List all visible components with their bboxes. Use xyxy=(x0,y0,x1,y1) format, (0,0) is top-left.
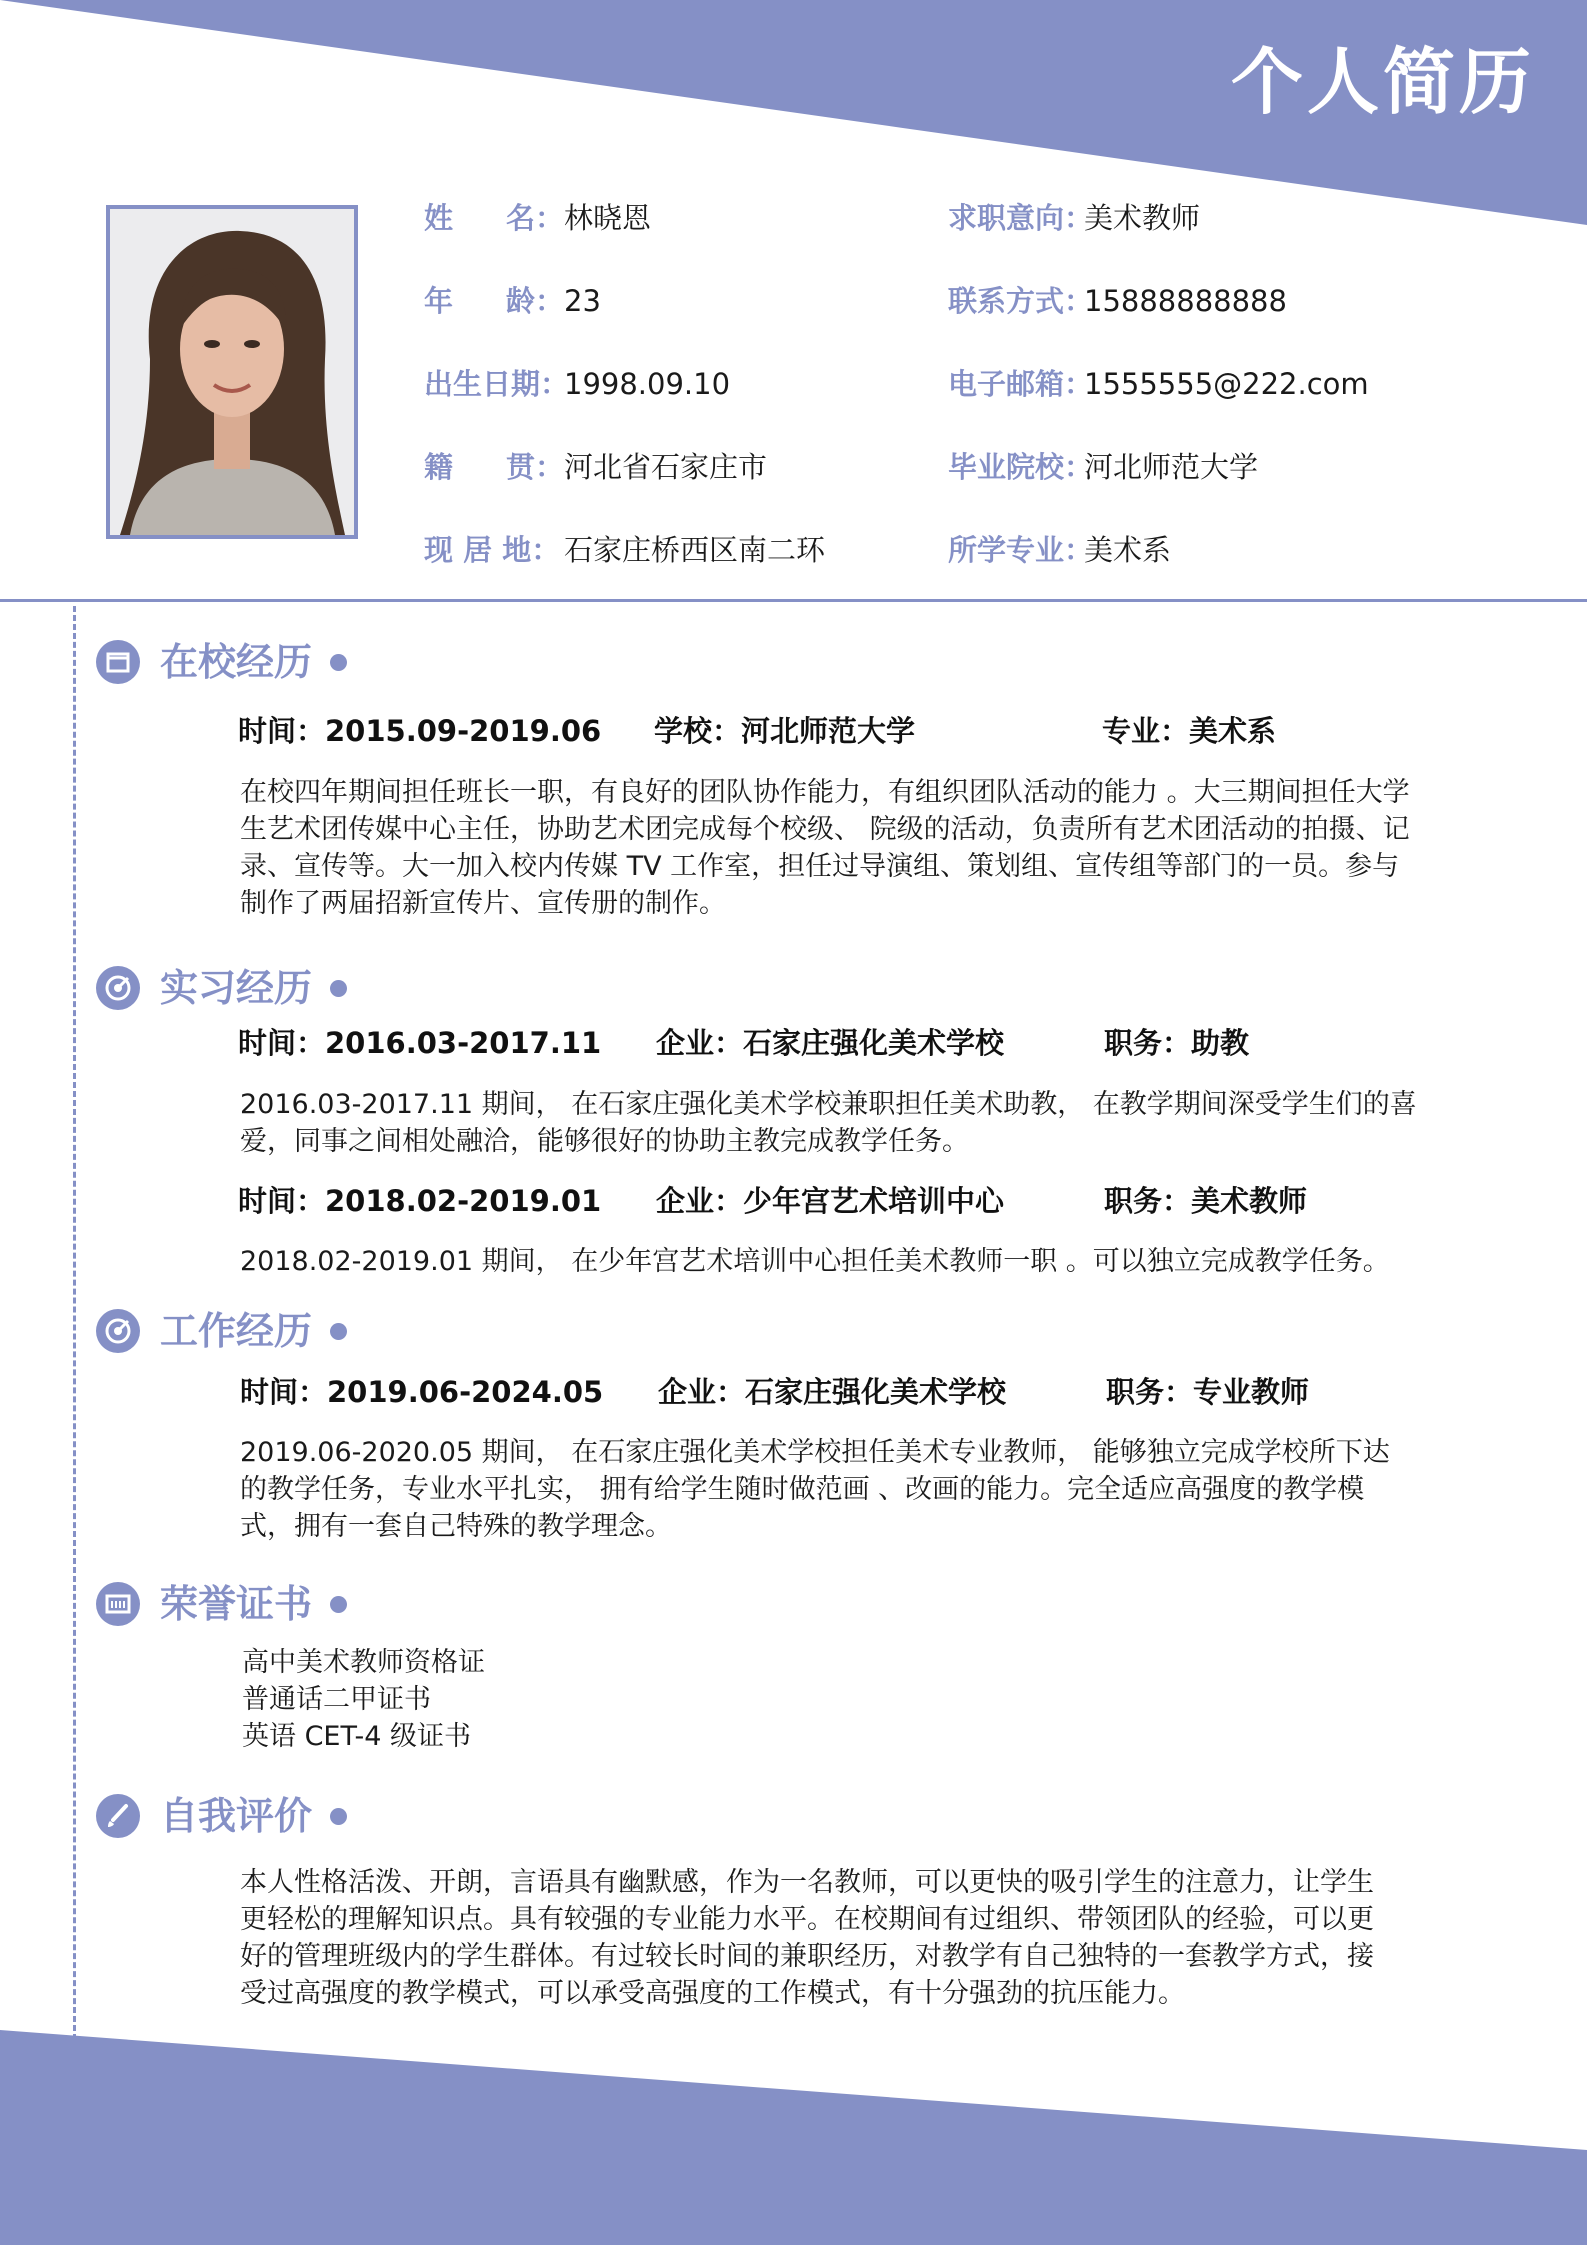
hometown-label-char-1: 籍 xyxy=(424,450,454,484)
bottom-banner xyxy=(0,2030,1587,2245)
text-line: 更轻松的理解知识点。具有较强的专业能力水平。在校期间有过组织、带领团队的经验，可以更 xyxy=(240,1904,1374,1935)
internship-2-time: 时间：2018.02-2019.01 xyxy=(238,1184,602,1218)
internship-2-meta xyxy=(0,1181,1587,1221)
list-item: 高中美术教师资格证 xyxy=(242,1647,485,1678)
phone-label: 联系方式： xyxy=(948,284,1094,318)
education-major: 专业：美术系 xyxy=(1102,714,1277,748)
certificate-icon xyxy=(96,1582,140,1626)
major-value: 美术系 xyxy=(1084,533,1172,567)
name-label xyxy=(424,198,564,238)
work-company: 企业：石家庄强化美术学校 xyxy=(658,1375,1007,1409)
section-title-self-evaluation: 自我评价 xyxy=(160,1794,313,1838)
phone-value: 15888888888 xyxy=(1084,284,1287,318)
section-header-work xyxy=(96,1305,347,1357)
brush-icon xyxy=(96,1794,140,1838)
section-dot xyxy=(330,1323,347,1340)
text-line: 爱，同事之间相处融洽，能够很好的协助主教完成教学任务。 xyxy=(240,1126,969,1157)
objective-row xyxy=(948,198,1200,238)
text-line: 好的管理班级内的学生群体。有过较长时间的兼职经历，对教学有自己独特的一套教学方式，接 xyxy=(240,1941,1374,1972)
text-line: 受过高强度的教学模式，可以承受高强度的工作模式，有十分强劲的抗压能力。 xyxy=(240,1978,1185,2009)
text-line: 2016.03-2017.11 期间， 在石家庄强化美术学校兼职担任美术助教， 在教学期间深受学生们的喜 xyxy=(240,1089,1417,1120)
birth-value: 1998.09.10 xyxy=(564,367,731,401)
objective-label: 求职意向： xyxy=(948,201,1094,235)
birth-row xyxy=(424,364,730,404)
work-meta xyxy=(0,1372,1587,1412)
profile-info xyxy=(0,0,1587,600)
work-time: 时间：2019.06-2024.05 xyxy=(240,1375,604,1409)
hometown-label-char-2: 贯： xyxy=(505,450,564,484)
header-divider xyxy=(0,599,1587,602)
text-line: 2019.06-2020.05 期间， 在石家庄强化美术学校担任美术专业教师， 能够独立完成学校所下达 xyxy=(240,1437,1390,1468)
internship-1-company: 企业：石家庄强化美术学校 xyxy=(656,1026,1005,1060)
certificate-list xyxy=(242,1644,485,1755)
internship-1-role: 职务：助教 xyxy=(1104,1026,1250,1060)
name-label-char-2: 名： xyxy=(505,201,564,235)
section-header-self-evaluation xyxy=(96,1790,347,1842)
section-title-work: 工作经历 xyxy=(160,1309,313,1353)
text-line: 制作了两届招新宣传片、宣传册的制作。 xyxy=(240,888,726,919)
section-header-honors xyxy=(96,1578,347,1630)
document-title: 个人简历 xyxy=(1230,40,1535,124)
major-label: 所学专业： xyxy=(948,533,1094,567)
internship-2-role: 职务：美术教师 xyxy=(1104,1184,1308,1218)
hometown-value: 河北省石家庄市 xyxy=(564,450,768,484)
email-value: 1555555@222.com xyxy=(1084,367,1369,401)
internship-1-description xyxy=(240,1086,1450,1160)
section-title-honors: 荣誉证书 xyxy=(160,1582,313,1626)
school-label: 毕业院校： xyxy=(948,450,1094,484)
text-line: 的教学任务，专业水平扎实， 拥有给学生随时做范画 、改画的能力。完全适应高强度的教学模 xyxy=(240,1474,1365,1505)
section-dot xyxy=(330,1596,347,1613)
education-meta xyxy=(0,711,1587,751)
age-value: 23 xyxy=(564,284,601,318)
birth-label: 出生日期： xyxy=(424,367,570,401)
section-header-education xyxy=(96,636,347,688)
text-line: 本人性格活泼、开朗，言语具有幽默感，作为一名教师，可以更快的吸引学生的注意力，让学生 xyxy=(240,1867,1374,1898)
internship-1-meta xyxy=(0,1023,1587,1063)
age-label-char-2: 龄： xyxy=(505,284,564,318)
internship-1-time: 时间：2016.03-2017.11 xyxy=(238,1026,602,1060)
email-row xyxy=(948,364,1369,404)
work-role: 职务：专业教师 xyxy=(1106,1375,1310,1409)
education-school: 学校：河北师范大学 xyxy=(654,714,916,748)
education-description xyxy=(240,774,1450,922)
school-icon xyxy=(96,640,140,684)
self-evaluation-text xyxy=(240,1864,1450,2012)
section-header-internship xyxy=(96,962,347,1014)
age-label xyxy=(424,281,564,321)
text-line: 2018.02-2019.01 期间， 在少年宫艺术培训中心担任美术教师一职 。可以独立完成教学任务。 xyxy=(240,1246,1390,1277)
text-line: 式，拥有一套自己特殊的教学理念。 xyxy=(240,1511,672,1542)
phone-row xyxy=(948,281,1287,321)
target-icon xyxy=(96,966,140,1010)
text-line: 录、宣传等。大一加入校内传媒 TV 工作室，担任过导演组、策划组、宣传组等部门的一员。参与 xyxy=(240,851,1400,882)
timeline-line xyxy=(73,606,76,2040)
hometown-row xyxy=(424,447,767,487)
residence-label: 现 居 地： xyxy=(424,533,561,567)
text-line: 在校四年期间担任班长一职，有良好的团队协作能力，有组织团队活动的能力 。大三期间担任大学 xyxy=(240,777,1410,808)
list-item: 英语 CET-4 级证书 xyxy=(242,1721,472,1752)
name-value: 林晓恩 xyxy=(564,201,652,235)
hometown-label xyxy=(424,447,564,487)
name-row xyxy=(424,198,651,238)
internship-2-description xyxy=(240,1243,1450,1280)
section-dot xyxy=(330,654,347,671)
section-title-internship: 实习经历 xyxy=(160,966,313,1010)
work-description xyxy=(240,1434,1450,1545)
objective-value: 美术教师 xyxy=(1084,201,1201,235)
name-label-char-1: 姓 xyxy=(424,201,454,235)
internship-2-company: 企业：少年宫艺术培训中心 xyxy=(656,1184,1005,1218)
school-row xyxy=(948,447,1258,487)
section-dot xyxy=(330,1808,347,1825)
residence-row xyxy=(424,530,825,570)
target-icon xyxy=(96,1309,140,1353)
section-title-education: 在校经历 xyxy=(160,640,313,684)
text-line: 生艺术团传媒中心主任，协助艺术团完成每个校级、 院级的活动，负责所有艺术团活动的拍摄、记 xyxy=(240,814,1410,845)
education-time: 时间：2015.09-2019.06 xyxy=(238,714,602,748)
list-item: 普通话二甲证书 xyxy=(242,1684,431,1715)
age-row xyxy=(424,281,601,321)
email-label: 电子邮箱： xyxy=(948,367,1094,401)
school-value: 河北师范大学 xyxy=(1084,450,1259,484)
age-label-char-1: 年 xyxy=(424,284,454,318)
residence-value: 石家庄桥西区南二环 xyxy=(564,533,826,567)
section-dot xyxy=(330,980,347,997)
major-row xyxy=(948,530,1171,570)
